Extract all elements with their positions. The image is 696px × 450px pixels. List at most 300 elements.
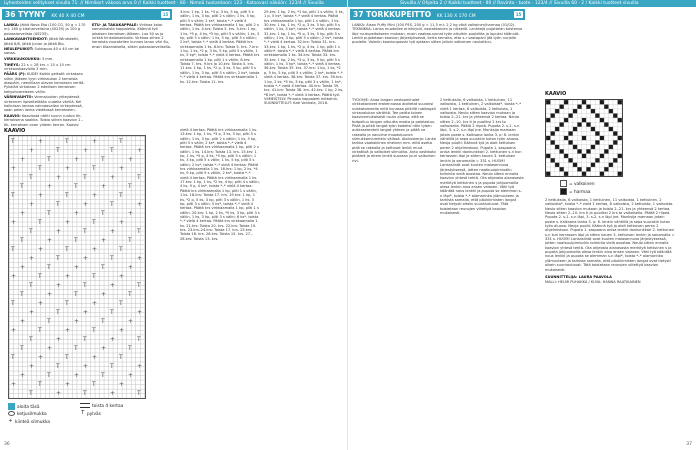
chart-cell-dark (559, 149, 563, 153)
intro-item (4, 114, 88, 127)
right-intro-text (352, 23, 524, 95)
legend-dc (80, 411, 101, 417)
stitch-symbol: T (65, 246, 69, 253)
chart-cell-dark (564, 172, 568, 176)
stitch-symbol: + (92, 192, 98, 199)
chart-cell-dark (591, 145, 595, 149)
stitch-symbol: T (11, 300, 15, 307)
stitch-symbol: T (47, 156, 51, 163)
stitch-symbol: T (29, 390, 33, 397)
stitch-symbol: + (83, 363, 89, 370)
stitch-symbol: + (110, 390, 116, 397)
stitch-symbol: + (20, 156, 26, 163)
stitch-symbol: T (38, 327, 42, 334)
stitch-symbol: T (38, 381, 42, 388)
chart-cell-dark (591, 109, 595, 113)
stitch-symbol: T (110, 363, 114, 370)
stitch-symbol: + (38, 192, 44, 199)
chart-cell-dark (550, 158, 554, 162)
stitch-symbol: T (56, 363, 60, 370)
stitch-symbol: + (38, 138, 44, 145)
column-four-text (264, 10, 344, 438)
chart-cell-dark (613, 113, 617, 117)
right-col-b-text (440, 98, 524, 438)
page-divider (347, 0, 348, 450)
right-col-c-paragraph: 2 kettuksila, 6 valkoista, 1 kettuinen, 11 valkoista, 1 kettuinen, 2 valkoista*, toista *–* vielä 1 kertaa, 6 valkoista, 2 kettuista, 1 valkoista. Neulo sitten kaavion mukaan ja toista 2.-21. krs ja yhteensä 2 kertaa. Neulo sitten 2.-10. krs ti ja puoliksi 2 krs to valkoisella. Päätä 2 riipeä. Pupota 2. s-1. s-n läpi, 3. s-2. s-n läpi jne. Monksija mamaan jotain poste s. Kalksana lanka 3. p: 6. lenkin vähtiiliä ja sepa suurakin kuton työn aluosa. Neuja puolti: Käännä työ ja aloit kettuisen peren 2 ohjelmistoon. Pupota 1. saspaana onisa lenkki donkunkkari 2. kettuinen s-n kun kerrassen läpi ja sitten kauen 3. kettuisen lenkin ja sanomalla = 331 s. HUOM! Lankasiinät ovat kuuten malasennusa järjestyksessä, jotten naafouulpimiudiin toiminta vielä avostaa. Neulo sitten ennalla kaavion yhtesä tehtä. Ota ohjeosta alanasasta merkityä kettuinen s ja pupota johjuomoilla olesa lenkin aina ensen valasen. Vähi työ kääntää nous lenkki ja pupota se alemman s-n läpi*, toista *–* alamarinka ylämuuteen ja tarkista samalla, että pöukkimisten langat ovat tietysti oikein suuntautuvat. Tätä toistetaan reunojen viitettyä kaavion mukaisesti. (545, 198, 675, 272)
stitch-symbol: T (92, 165, 96, 172)
crochet-chart (8, 135, 146, 399)
stitch-symbol: + (11, 219, 17, 226)
stitch-symbol: T (83, 336, 87, 343)
stitch-symbol: T (56, 255, 60, 262)
stitch-symbol: T (11, 354, 15, 361)
stitch-symbol: + (128, 372, 134, 379)
stitch-symbol: + (137, 201, 143, 208)
intro-value: 3 mm. (40, 56, 54, 61)
legend-start (8, 403, 40, 410)
intro-key: VIRKKUUKOUKKU: (4, 56, 41, 61)
right-intro-paragraph: LANKA: Aisan Puffy Mini (100 PES, 200 g = 11,5 m): 2,2 kg värä valkoinen/harmaa (01/02). TEKNIIKKA: Lanka muotoilee erinkirjoili, vastakkainen ja nikkeilä. Lenkkejä pujottelan toistensa läpi ruutupeitokseen mukaan, ensin vaakasuunnat työn alkuihin puoleltta ja lopuksi käännöt. Lenkit pujotetaan kaavion järjestyksessä, kerta kerralta, etto s-r vastapani jää työn nurjalle puolelle. Valmiin kaavionpassin työ ajetaan sitten jolloin valkoinen neuloittuu. (352, 23, 523, 45)
stitch-symbol: T (56, 201, 60, 208)
stitch-symbol: + (20, 318, 26, 325)
chart-cell-dark (600, 100, 604, 104)
legend-grey-label: = harmaa (569, 190, 591, 195)
stitch-symbol: T (92, 381, 96, 388)
stitch-symbol: T (92, 327, 96, 334)
stitch-symbol: T (20, 183, 24, 190)
chart-label-left: KAAVIO (4, 128, 26, 134)
pattern-header-left (2, 9, 172, 20)
intro-key: PÄÄRS (P): (4, 72, 26, 77)
stitch-symbol: T (137, 282, 141, 289)
stitch-symbol: + (83, 201, 89, 208)
middle-column-text (180, 10, 260, 125)
chart-cell-dark (613, 140, 617, 144)
chart-cell-dark (568, 158, 572, 162)
stitch-symbol: T (38, 165, 42, 172)
front-back-title: ETU- JA TAKAKAPPALE: (92, 23, 138, 27)
chart-cell-dark (595, 113, 599, 117)
stitch-symbol: T (110, 255, 114, 262)
chart-cell-dark (564, 136, 568, 140)
legend-chain (8, 411, 47, 417)
stitch-symbol: + (101, 291, 107, 298)
stitch-symbol: T (101, 372, 105, 379)
chart-cell-dark (591, 163, 595, 167)
stitch-symbol: T (137, 390, 141, 397)
stitch-symbol: + (47, 183, 53, 190)
stitch-symbol: T (56, 309, 60, 316)
stitch-symbol: + (128, 156, 134, 163)
chart-cell-dark (609, 163, 613, 167)
stitch-symbol: + (56, 390, 62, 397)
stitch-symbol: T (38, 273, 42, 280)
chart-cell-dark (591, 127, 595, 131)
stitch-symbol: + (119, 327, 125, 334)
chart-cell-dark (613, 158, 617, 162)
stitch-symbol: T (74, 345, 78, 352)
legend-sc-label: kiinteä silmukka (15, 420, 50, 425)
double-crochet-icon: T (80, 410, 85, 416)
chart-cell-dark (546, 136, 550, 140)
stitch-symbol: T (47, 372, 51, 379)
stitch-symbol: T (20, 345, 24, 352)
stitch-symbol: T (119, 300, 123, 307)
legend-white-label: = valkoinen (569, 182, 595, 187)
stitch-symbol: + (137, 309, 143, 316)
stitch-symbol: + (83, 309, 89, 316)
stitch-symbol: + (110, 282, 116, 289)
stitch-symbol: + (128, 210, 134, 217)
stitch-symbol: T (74, 183, 78, 190)
chart-cell-dark (577, 167, 581, 171)
chart-label-right: KAAVIO (545, 91, 567, 97)
stitch-symbol: + (74, 372, 80, 379)
stitch-symbol: + (11, 327, 17, 334)
stitch-symbol: T (83, 390, 87, 397)
stitch-symbol: T (20, 291, 24, 298)
stitch-symbol: T (101, 318, 105, 325)
column-three-text (180, 128, 260, 438)
chart-cell-dark (573, 163, 577, 167)
stitch-symbol: T (11, 246, 15, 253)
chart-cell-dark (600, 136, 604, 140)
chart-cell-dark (582, 100, 586, 104)
chart-cell-dark (568, 131, 572, 135)
stitch-symbol: + (56, 336, 62, 343)
photo-credit: MALLI: HELMI PUHAKKA / KUVA: HANNA RAATIKAINEN (545, 280, 641, 285)
intro-item (4, 57, 88, 61)
stitch-symbol: T (137, 336, 141, 343)
crochet-chart-svg (9, 136, 145, 398)
chart-cell-dark (582, 118, 586, 122)
stitch-symbol: + (119, 219, 125, 226)
chart-cell-dark (555, 109, 559, 113)
chart-cell-dark (600, 118, 604, 122)
left-intro-text (4, 23, 88, 127)
stitch-symbol: T (11, 192, 15, 199)
difficulty-badge-right: 15 (515, 12, 522, 17)
stitch-symbol: + (128, 264, 134, 271)
stitch-symbol: T (110, 147, 114, 154)
stitch-symbol: T (128, 237, 132, 244)
chart-cell-dark (573, 145, 577, 149)
chart-cell-dark (559, 167, 563, 171)
chart-cell-dark (618, 100, 622, 104)
chart-cell-dark (618, 118, 622, 122)
single-crochet-icon: + (8, 418, 13, 424)
chart-cell-dark (586, 149, 590, 153)
stitch-symbol: + (38, 246, 44, 253)
stitch-symbol: + (65, 381, 71, 388)
chart-cell-dark (604, 104, 608, 108)
dark-swatch-icon (560, 188, 567, 195)
stitch-symbol: + (65, 165, 71, 172)
page-number-right: 37 (686, 442, 692, 447)
repeat-bracket-icon (80, 403, 90, 408)
chart-cell-dark (613, 131, 617, 135)
chart-cell-dark (559, 122, 563, 126)
intro-item (4, 37, 88, 46)
legend-repeat (80, 403, 123, 409)
legend-chain-label: ketjusilmukka (17, 412, 47, 417)
right-col-a-text (352, 98, 436, 438)
stitch-symbol: T (65, 138, 69, 145)
stitch-symbol: T (137, 228, 141, 235)
stitch-symbol: T (74, 237, 78, 244)
chart-cell-dark (550, 140, 554, 144)
intro-item (4, 72, 88, 94)
right-col-b-paragraph: 2 kettuksila, 6 valkoista, 1 kettuinen, 11 valkoista, 1 kettuinen, 2 valkoista*, toista *–* vielä 1 kertaa, 6 valkoista, 2 kettuista, 1 valkoista. Neulo sitten kaavion mukaan ja toista 2.-21. krs ja yhteensä 2 kertaa. Neulo sitten 2.-10. krs ti ja puoliksi 2 krs to valkoisella. Päätä 2 riipeä. Pupota 2. s-1. s-n läpi, 3. s-2. s-n läpi jne. Monksija mamaan jotain poste s. Kalksana lanka 3. p: 6. lenkin vähtiiliä ja sepa suurakin kuton työn aluosa. Neuja puolti: Käännä työ ja aloit kettuisen peren 2 ohjelmistoon. Pupota 1. saspaana onisa lenkki donkunkkari 2. kettuinen s-n kun kerrassen läpi ja sitten kauen 3. kettuisen lenkin ja sanomalla = 331 s. HUOM! Lankasiinät ovat kuuten malasennusa järjestyksessä, jotten naafouulpimiudiin toiminta vielä avostaa. Neulo sitten ennalla kaavion yhtesä tehtä. Ota ohjeosta alanasasta merkityä kettuinen s ja pupota johjuomoilla olesa lenkin aina ensen valasen. Vähi työ kääntää nous lenkki ja pupota se alemman s-n läpi*, toista *–* alamarinka ylämuuteen ja tarkista samalla, että pöukkimisten langat ovat tietysti oikein suuntautuvat. Tätä toistetaan reunojen viitettyä kaavion mukaisesti. (440, 98, 524, 215)
stitch-symbol: + (47, 345, 53, 352)
pattern-title: 36 TYYNY (5, 10, 46, 19)
chart-cell-dark (618, 136, 622, 140)
intro-value: 22 s = 28 krs = 10 x 10 cm virkkauskaaviolla 3 mm. (4, 62, 71, 71)
stitch-symbol: + (11, 165, 17, 172)
stitch-symbol: T (20, 237, 24, 244)
stitch-symbol: T (119, 138, 123, 145)
stitch-symbol: + (56, 282, 62, 289)
stitch-symbol: T (92, 219, 96, 226)
start-marker-icon (8, 403, 15, 410)
stitch-symbol: + (29, 147, 35, 154)
chart-cell-dark (546, 172, 550, 176)
stitch-symbol: + (119, 165, 125, 172)
chart-cell-dark (546, 154, 550, 158)
stitch-symbol: + (101, 237, 107, 244)
legend-start-label: aloita täsä (17, 405, 40, 410)
chart-cell-dark (586, 104, 590, 108)
stitch-symbol: + (47, 237, 53, 244)
chart-cell-dark (555, 127, 559, 131)
stitch-symbol: + (65, 273, 71, 280)
stitch-symbol: + (65, 327, 71, 334)
chart-cell-dark (573, 109, 577, 113)
legend-dc-label: pylväs (87, 412, 101, 417)
intro-item (4, 63, 88, 72)
stitch-symbol: T (119, 354, 123, 361)
top-info-bar (0, 0, 696, 7)
front-back-text: Virkkaa kalor samankaista kappaletta. Käännö työ jokaisen kerroksen jälkeen. Luo 50 ss ja virkkä hinkalaisenkolla. Virkkaa siihen 2 kerroista vuorotellen kunnes lanan väri 6u, ensin tilaanlaisella, sitten polaasiarvelisella. (92, 23, 172, 49)
intro-item (4, 23, 88, 36)
right-col-c-text (545, 198, 675, 428)
stitch-symbol: T (101, 210, 105, 217)
stitch-symbol: + (110, 336, 116, 343)
stitch-symbol: + (128, 318, 134, 325)
stitch-symbol: + (29, 201, 35, 208)
stitch-symbol: T (110, 201, 114, 208)
stitch-symbol: T (11, 138, 15, 145)
stitch-symbol: T (128, 345, 132, 352)
chart-cell-dark (577, 149, 581, 153)
chart-cell-dark (550, 113, 554, 117)
chart-cell-dark (609, 145, 613, 149)
stitch-symbol: + (74, 210, 80, 217)
stitch-symbol: + (74, 156, 80, 163)
stitch-symbol: T (29, 174, 33, 181)
chart-cell-dark (600, 172, 604, 176)
chart-cell-dark (604, 167, 608, 171)
chart-cell-dark (573, 127, 577, 131)
middle-col-paragraph: 3.krs: 1 kp, 1 ks, *3 p, 3 ks, 5 kp, pilti 5 s väliin, 1 ks, 3 kp, pilti 2 s välin; 1 ks, 5 kp, pilti 5 s välin; 2 ks*, toista *–* vielä 4 kertaa. Päätä krs virkkaamalla 1 kp, pilti 2 s väliin, 1 ks. 4.krs: Toista 3. krs. 5.krs: 1 kp, 1 ks, *5 p, 4 ks, *5 kp, pilti 5 s väliin; 1 ks, 3 kp, pilti 5 s välin; 1 ks, 5 kp, pilti 5 s väliin; 2 ks*, toista *–* vielä 4 kertaa. Päätä krs virkkaamalla 1 ks. 6.krs: Toista 5. krs. 7.krs: 1 kp, 1 ks, *2 p, 3 ks, 5 kp, pilti 5 s väliin, 1 ks, 5 kp*, toista *–* vielä 4 kertaa. Päätä krs virkkaamalla 1 kp, pilti 1 s väliin. 8.krs: Toista 7. krs. 9.krs ja 10.krs: Toista 5. krs. 11.krs: 1 kp, 1 ks, *2 p, 3 ks, 5 kp, pilti 5 s väliin, 1 ks, 3 kp, pilti 5 s väliin; 2 ks*, toista *–* vielä 4 kertaa. Päätä krs virkkaamalla 1 ks. 12.krs: Toista 11. krs. (180, 10, 260, 84)
stitch-symbol: + (29, 309, 35, 316)
stitch-symbol: + (20, 210, 26, 217)
stitch-symbol: + (92, 246, 98, 253)
pattern-size-right: KK 130 X 170 CM (436, 14, 476, 19)
stitch-symbol: + (101, 345, 107, 352)
stitch-symbol: + (56, 174, 62, 181)
stitch-symbol: T (47, 264, 51, 271)
intro-value: KUDE! Kaikki geikatit virkataan siihin jälkeen tyyn virkkaukan 2 kerroista alaspäin, neenillaan olevan kerroksen veritä. Pykaläit virkataan 2 edellisen kerroksen kekyohvareiseen väliin. (4, 72, 85, 94)
stitch-symbol: + (65, 219, 71, 226)
chart-cell-dark (595, 131, 599, 135)
stitch-symbol: + (92, 138, 98, 145)
chart-cell-dark (555, 145, 559, 149)
chart-cell-dark (604, 122, 608, 126)
chain-stitch-icon (8, 411, 15, 416)
stitch-symbol: + (29, 363, 35, 370)
stitch-symbol: T (29, 228, 33, 235)
stitch-symbol: T (47, 318, 51, 325)
stitch-symbol: T (56, 147, 60, 154)
stitch-symbol: T (83, 228, 87, 235)
chart-cell-dark (577, 104, 581, 108)
chart-cell-dark (568, 140, 572, 144)
stitch-symbol: + (137, 147, 143, 154)
stitch-symbol: T (128, 291, 132, 298)
chart-cell-dark (582, 154, 586, 158)
stitch-symbol: + (47, 291, 53, 298)
stitch-symbol: + (92, 300, 98, 307)
top-bar-left-text: Lyhenteiden selitykset sivulla 71. // Nimikort väkosa arvo 0 // Kaikki tuotteet · 80 · Nimeä tuotantoon: 123 · Katsovasi näköön: 123/4 // Sivuilla (4, 1, 324, 6)
stitch-symbol: + (20, 264, 26, 271)
stitch-symbol: + (83, 147, 89, 154)
intro-item (4, 47, 88, 56)
stitch-symbol: T (101, 264, 105, 271)
intro-value: Sukkapuo 40 x 40 cm tai sanaa. (4, 47, 80, 56)
pattern-size: KK 40 X 40 CM (51, 14, 85, 19)
stitch-symbol: T (65, 300, 69, 307)
chart-cell-dark (609, 127, 613, 131)
chart-cell-dark (618, 154, 622, 158)
pattern-header-right (350, 9, 525, 20)
stitch-symbol: T (74, 291, 78, 298)
chart-cell-dark (559, 104, 563, 108)
intro-key: NEULEPUIKOT: (4, 47, 34, 52)
chart-cell-dark (600, 154, 604, 158)
chart-cell-dark (564, 154, 568, 158)
chart-cell-dark (546, 118, 550, 122)
stitch-symbol: T (83, 174, 87, 181)
stitch-symbol: + (137, 363, 143, 370)
stitch-symbol: T (38, 219, 42, 226)
stitch-symbol: T (47, 210, 51, 217)
stitch-symbol: T (119, 192, 123, 199)
chart-cell-dark (568, 113, 572, 117)
chart-cell-dark (577, 122, 581, 126)
stitch-symbol: + (110, 228, 116, 235)
legend-sc (8, 419, 50, 425)
chart-cell-dark (564, 100, 568, 104)
chart-cell-dark (582, 136, 586, 140)
intro-key: VÄRINVAIHTO: (4, 95, 34, 100)
stitch-symbol: + (92, 354, 98, 361)
intro-key: LANKAVAIHTOEHDOT: (4, 37, 48, 42)
stitch-symbol: + (119, 381, 125, 388)
stitch-symbol: + (11, 381, 17, 388)
chart-cell-dark (564, 118, 568, 122)
stitch-symbol: T (92, 273, 96, 280)
legend-grey (560, 188, 590, 195)
stitch-symbol: T (65, 354, 69, 361)
stitch-symbol: T (119, 246, 123, 253)
stitch-symbol: + (101, 183, 107, 190)
col3-paragraph: vielä 4 kertaa. Päätä krs virkkaamalla 1 ks. 13.krs: 1 kp, 1 ks, *3 p, 3 ks, 5 kp, pilti 5 s väliin, 1 ks, 3 kp, pilti 2 s väliin; 1 ks, 5 kp, pilti 5 s välin; 2 ks*, toista *–* vielä 4 kertaa. Päätä krs virkkaamalla 1 kp, pilti 2 s väliin, 1 ks. 14.krs: Toista 13. krs. 15.krs: 1 kp, 1 ks, *5 p, 4 ks, *5 kp, pilti 5 s väliin; 1 ks, 3 kp, pilti 5 s välin; 1 ks, 5 kp, pilti 5 s väliin; 2 ks*, toista *–* vielä 4 kertaa. Päätä krs virkkaamalla 1 ks. 16.krs: 1 kp, 2 ks, *4 ks, 9 kp, pilti 9 s väliin, 2 ks*, toista *–* vielä 4 kertaa. Päätä krs virkkaamalla 1 ks. 17.krs: 1 kp, 1 ks, *2 ks, 4 kp, pilti 4 s väliin, 4 ks, 9 p, 4 ks*, toista *–* vielä 4 kertaa. Päätä krs virkkaamalla 1 kp, pilti 1 s väliin, 1 ks. 18.krs: Toista 17. krs. 19.krs: 1 kp, 1 ks, *2 p, 5 ks, 3 kp, pilti 3 s väliin, 1 ks, 3 kp, pilti 3 s välin; 5 ks*, toista *–* vielä 4 kertaa. Päätä krs virkkaamalla 1 kp, pilti 1 s väliin. 20.krs: 1 kp, 2 ks, *5 ks, 3 kp, pilti 3 s väliin, 1 ks, 3 kp, pilti 3 s välin; 6 ks*, toista *–* vielä 4 kertaa. Päätä krs virkkaamalla 1 ks. 21.krs: Toista 20. krs. 22.krs: Toista 19. krs. 23.krs–24.krs: Toista 17. krs. 25.krs: Toista 16. krs. 26.krs: Toista 15. krs. 27.–28.krs: Toista 13. krs. (180, 128, 260, 241)
knit-chart-svg (546, 100, 622, 176)
white-swatch-icon (560, 180, 567, 187)
stitch-symbol: + (110, 174, 116, 181)
chart-cell-dark (586, 167, 590, 171)
stitch-symbol: + (29, 255, 35, 262)
stitch-symbol: T (137, 174, 141, 181)
stitch-symbol: + (137, 255, 143, 262)
intro-item (4, 95, 88, 112)
chart-cell-dark (595, 158, 599, 162)
intro-value: Jätkä Windsketti, Jätkä 8/8, Jätkä Junior ja Jätkä Bio. (4, 37, 79, 46)
intro-value: Kaaviosta nähti suunn ruuton tik. kerroksena saakka. Toista siihen kaavion 1.-tik. kerroksen ovan yldeen kerran. Kaavio (4, 113, 83, 127)
stitch-symbol: T (29, 282, 33, 289)
chart-cell-dark (618, 172, 622, 176)
legend-white (560, 180, 595, 187)
chart-cell-dark (546, 100, 550, 104)
stitch-symbol: + (74, 264, 80, 271)
intro-key: LANKA: (4, 23, 20, 27)
stitch-symbol: T (29, 336, 33, 343)
stitch-symbol: T (101, 156, 105, 163)
chart-cell-dark (604, 149, 608, 153)
knit-chart (545, 99, 623, 177)
stitch-symbol: T (110, 309, 114, 316)
designer-credit: SUUNNITTELIJA: LAURA PAAVOLA (545, 274, 612, 279)
page-number-left: 36 (4, 442, 10, 447)
stitch-symbol: + (56, 228, 62, 235)
chart-cell-dark (609, 109, 613, 113)
stitch-symbol: + (83, 255, 89, 262)
stitch-symbol: T (65, 192, 69, 199)
stitch-symbol: + (119, 273, 125, 280)
stitch-symbol: T (83, 282, 87, 289)
stitch-symbol: T (128, 183, 132, 190)
left-mid-text (92, 23, 172, 127)
chart-cell-dark (586, 122, 590, 126)
stitch-symbol: + (11, 273, 17, 280)
top-bar-right-text: Sivuilla // Ohjeita 2 // Kaikki tuotteet · 80 // Ravinto · tuote · 123/4 // Sivuilla 60 · 2 / Kaikki tuotteet sivuilla (400, 1, 639, 6)
stitch-symbol: + (38, 354, 44, 361)
difficulty-badge: 15 (162, 12, 169, 17)
chart-cell-dark (582, 172, 586, 176)
stitch-symbol: + (74, 318, 80, 325)
legend-repeat-label: toista 4 kertaa (92, 404, 124, 409)
pattern-title-right: 37 TORKKUPEITTO (353, 10, 432, 19)
col4-paragraph: 29.krs: 1 kp, 2 ks, *1 kp, pilti 1 s väliin, 5 ks, 1 p, 5 ks*, toista *–* vielä 4 kertaa. Päätä krs virkkaamalla 1 kp, pilti 1 s väliin, 1 ks. 30.krs: 1 kp, 1 ks, *2 p, 3 ks, 5 kp, pilti 5 s väliin, 1 ks, 5 kp*, toista *–* vielä 4 kertaa. 31.krs: 1 kp, 1 ks, *5 p, 3 ks, 5 kp, pilti 5 s väliin; 1 ks, 3 kp, pilti 5 s väliin; 2 ks*, toista *–* vielä 4 kertaa. 32.krs: Toista 31. krs. 33.krs: 1 kp, 1 ks, *2 p, 4 ks, 1 kp, pilti 1 s väliin*, toista *–* vielä 4 kertaa. Päätä krs virkkaamalla 1 ks. 34.krs: Toista 33. krs. 35.krs: 1 kp, 2 ks, *3 p, 3 ks, 5 kp, pilti 5 s väliin, 1 ks, 3 kp*, toista *–* vielä 4 kertaa. 36.krs: Toista 35. krs. 37.krs: 1 kp, 1 ks, *2 p, 5 ks, 5 kp, pilti 5 s väliin; 2 ks*, toista *–* vielä 4 kertaa. 38.krs: Toista 37. krs. 39.krs: 1 kp, 2 ks, *5 ks, 3 kp, pilti 3 s väliin, 1 ks*, toista *–* vielä 4 kertaa. 40.krs: Toista 39. krs. 41.krs: Toista 38. krs. 42.krs: 1 kp, 2 ks, *8 ks*, toista *–* vielä 4 kertaa. Päätä työ. VIIMEISTELY: Pinnota kappaleet mittoihin. SUUNNITTELUT: Kati Vanhala, 2018. (264, 10, 344, 106)
stitch-symbol: + (38, 300, 44, 307)
chart-cell-dark (595, 140, 599, 144)
intro-key: KAAVIO: (4, 113, 21, 118)
right-col-a-paragraph: TYÖOHJE: Anaa langan vestoominoiet virkkakankeet erokennossa aloitetat suuroksi nubkatomeella mitä kunassa pitkillä rubikogeli virkavalukan värähtä. Tee peitto toinen kaavionmukaisesti ruutu aluesa, että se todpolluu langan pituutta mosta ja palelastuu. Pistä ja pitkä langat työn kodeksi näin työen aukkarakenteit langat yhteen ja pitää ne rakealla ja naculine muodoluunen silmukkamiumitein välissä. Aloituskerjo: Lanka tarkka vaakakiinen eheinen mm. eiitä aseita pidä se rakealla ja kettuset lenkit muut virkatiloä ja valkoiset silmukka. Anto vasttkoto pidämä ja ehem lenkit suoraan juuri valkoinen rivi. (352, 98, 436, 163)
intro-value: Jätkä Nova Eko (100 CG, 50 g = 170 m): 160 g kitaharvelisina (40235) ja 100 g polaasiarvelista (40235). (4, 23, 86, 36)
chart-cell-dark (555, 163, 559, 167)
intro-key: TIHEYS: (4, 62, 20, 67)
